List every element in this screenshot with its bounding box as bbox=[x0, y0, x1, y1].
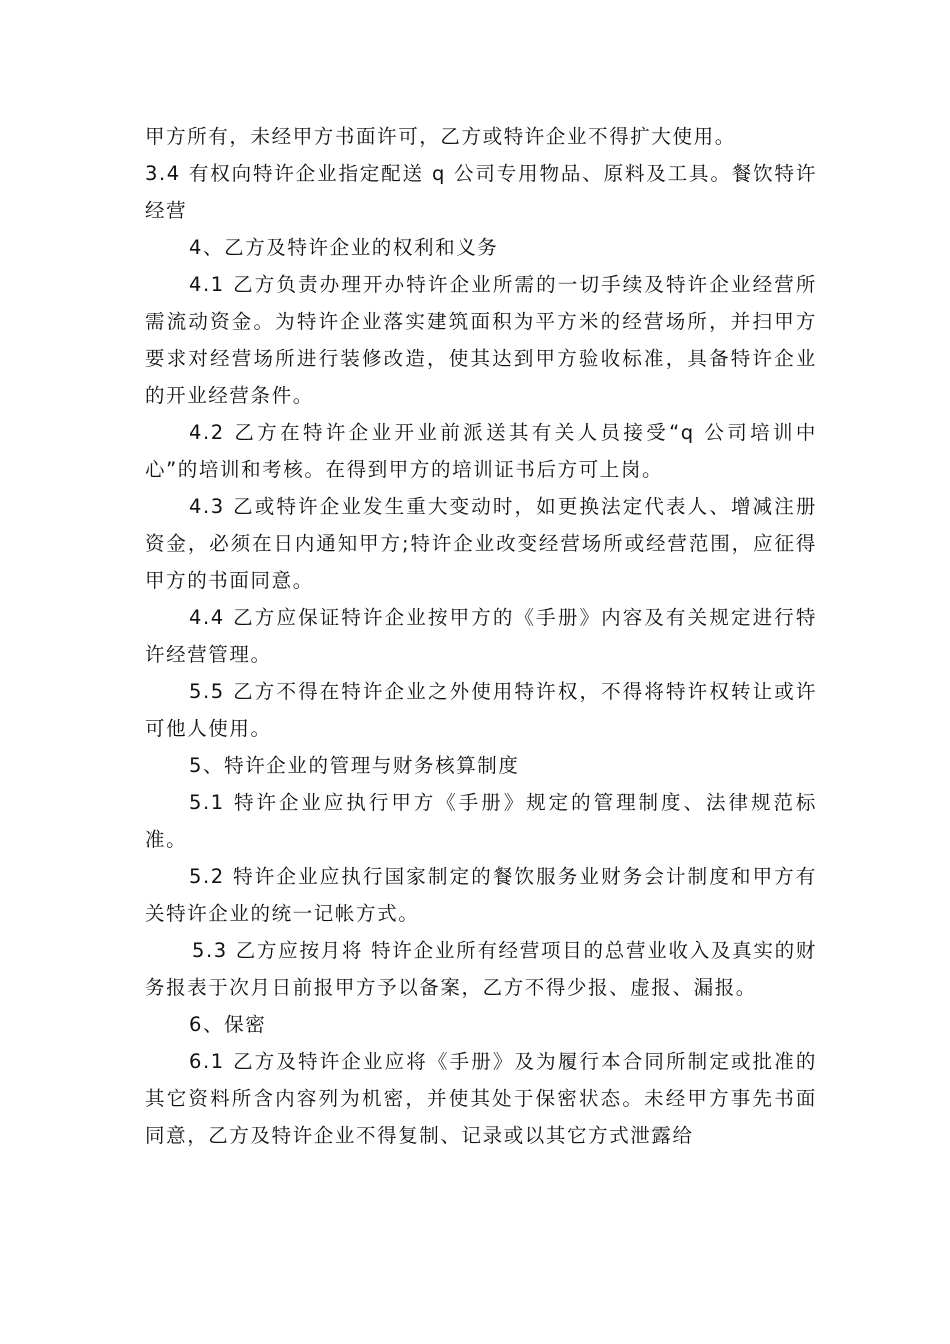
clause-5-1: 5.1 特许企业应执行甲方《手册》规定的管理制度、法律规范标准。 bbox=[145, 791, 817, 851]
clause-4-1: 4.1 乙方负责办理开办特许企业所需的一切手续及特许企业经营所需流动资金。为特许企业落实建筑面积为平方米的经营场所，并扫甲方要求对经营场所进行装修改造，使其达到甲方验收标准，具备特许企业的开业经营条件。 bbox=[145, 273, 817, 407]
clause-5-5: 5.5 乙方不得在特许企业之外使用特许权，不得将特许权转让或许可他人使用。 bbox=[145, 680, 817, 740]
clause-3-4: 3.4 有权向特许企业指定配送 q 公司专用物品、原料及工具。餐饮特许经营 bbox=[145, 162, 817, 222]
paragraph-continuation: 甲方所有，未经甲方书面许可，乙方或特许企业不得扩大使用。 bbox=[145, 125, 736, 148]
clause-6-1: 6.1 乙方及特许企业应将《手册》及为履行本合同所制定或批准的其它资料所含内容列为机密，并使其处于保密状态。未经甲方事先书面同意，乙方及特许企业不得复制、记录或以其它方式泄露给 bbox=[145, 1050, 817, 1147]
clause-5-2: 5.2 特许企业应执行国家制定的餐饮服务业财务会计制度和甲方有关特许企业的统一记帐方式。 bbox=[145, 865, 817, 925]
section-4-heading: 4、乙方及特许企业的权利和义务 bbox=[189, 236, 499, 259]
clause-5-3: 5.3 乙方应按月将 特许企业所有经营项目的总营业收入及真实的财务报表于次月日前报甲方予以备案，乙方不得少报、虚报、漏报。 bbox=[145, 939, 817, 999]
clause-4-4: 4.4 乙方应保证特许企业按甲方的《手册》内容及有关规定进行特许经营管理。 bbox=[145, 606, 817, 666]
section-6-heading: 6、保密 bbox=[189, 1013, 267, 1036]
document-body bbox=[145, 118, 817, 1154]
section-5-heading: 5、特许企业的管理与财务核算制度 bbox=[189, 754, 520, 777]
clause-4-2: 4.2 乙方在特许企业开业前派送其有关人员接受“q 公司培训中心”的培训和考核。在得到甲方的培训证书后方可上岗。 bbox=[145, 421, 817, 481]
clause-4-3: 4.3 乙或特许企业发生重大变动时，如更换法定代表人、增减注册资金，必须在日内通知甲方;特许企业改变经营场所或经营范围，应征得甲方的书面同意。 bbox=[145, 495, 817, 592]
